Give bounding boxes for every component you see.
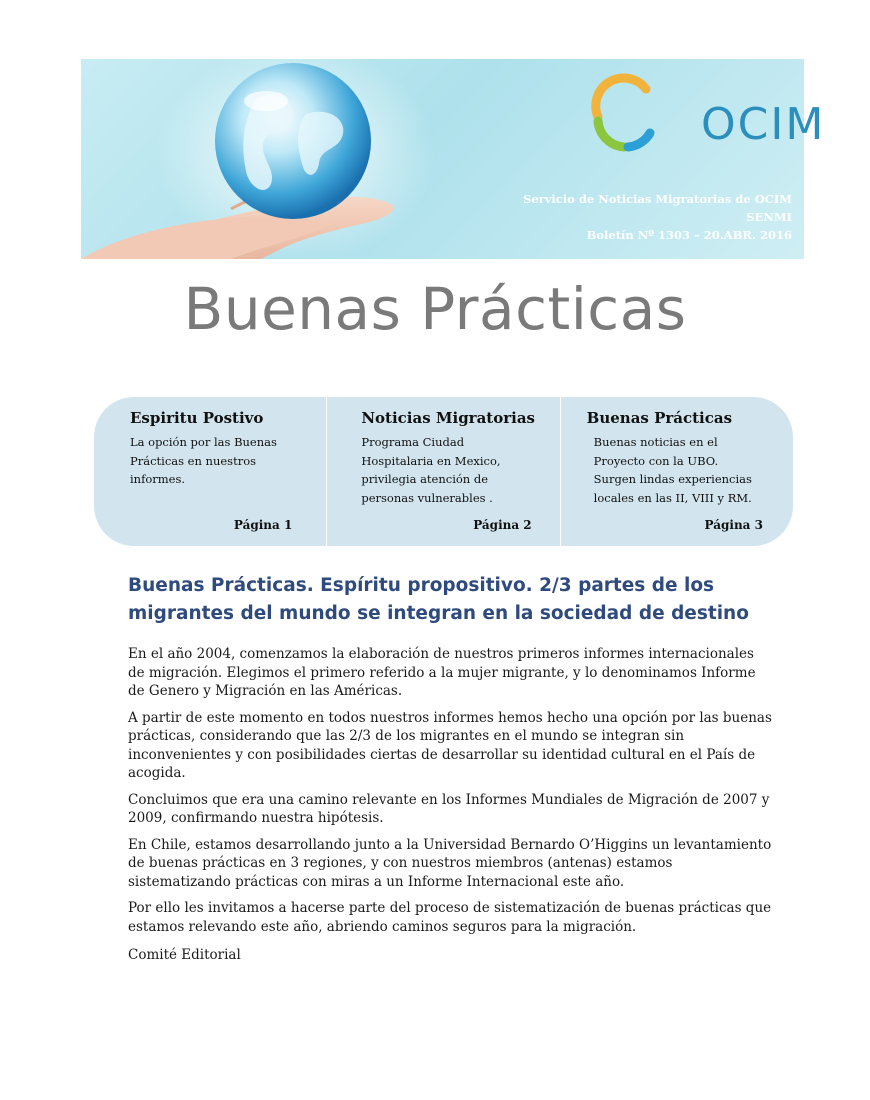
main-article (128, 572, 773, 944)
page-title: Buenas Prácticas (183, 275, 687, 343)
summary-item-description: Buenas noticias en el Proyecto con la UBO. Surgen lindas experiencias locales en las II, VIII y RM. (593, 435, 752, 505)
summary-item-page-link[interactable]: Página 3 (704, 518, 763, 532)
service-name: Servicio de Noticias Migratorias de OCIM (523, 192, 792, 206)
contents-summary-box (94, 397, 793, 546)
article-signature: Comité Editorial (128, 947, 241, 963)
summary-item-title: Noticias Migratorias (361, 409, 535, 427)
header-banner (81, 59, 826, 259)
summary-item[interactable] (94, 397, 327, 546)
logo-wordmark: OCIM (701, 99, 826, 150)
article-paragraph: En el año 2004, comenzamos la elaboración de nuestros primeros informes internacionales de migración. Elegimos el primero referido a la mujer migrante, y lo denominamos Informe de Genero y Migración en las Américas. (128, 646, 756, 699)
article-headline: Buenas Prácticas. Espíritu propositivo. 2/3 partes de los migrantes del mundo se integran en la sociedad de destino (128, 575, 749, 624)
summary-item-description: Programa Ciudad Hospitalaria en Mexico, privilegia atención de personas vulnerables . (361, 435, 501, 505)
article-paragraph: Concluimos que era una camino relevante en los Informes Mundiales de Migración de 2007 y 2009, confirmando nuestra hipótesis. (128, 791, 770, 826)
summary-item-page-link[interactable]: Página 2 (473, 518, 532, 532)
summary-item-title: Buenas Prácticas (586, 409, 733, 427)
article-paragraph: Por ello les invitamos a hacerse parte del proceso de sistematización de buenas prácticas que estamos relevando este año, abriendo caminos seguros para la migración. (128, 900, 772, 935)
summary-item[interactable] (561, 397, 793, 546)
bulletin-info (523, 190, 792, 244)
article-paragraph: A partir de este momento en todos nuestros informes hemos hecho una opción por las buenas prácticas, considerando que las 2/3 de los migrantes en el mundo se integran sin inconvenientes y con posibilidades ciertas de desarrollar su identidad cultural en el País de acogida. (128, 709, 772, 781)
article-paragraph: En Chile, estamos desarrollando junto a la Universidad Bernardo O’Higgins un levantamiento de buenas prácticas en 3 regiones, y con nuestros miembros (antenas) estamos sistematizando prácticas con miras a un Informe Internacional este año. (128, 836, 772, 890)
summary-item[interactable] (327, 397, 560, 546)
summary-item-page-link[interactable]: Página 1 (233, 518, 293, 532)
service-acronym: SENMI (746, 210, 792, 224)
summary-item-title: Espiritu Postivo (130, 409, 264, 427)
summary-item-description: La opción por las Buenas Prácticas en nuestros informes. (130, 435, 277, 486)
bulletin-number: Boletín Nº 1303 – 20.ABR. 2016 (586, 228, 792, 242)
